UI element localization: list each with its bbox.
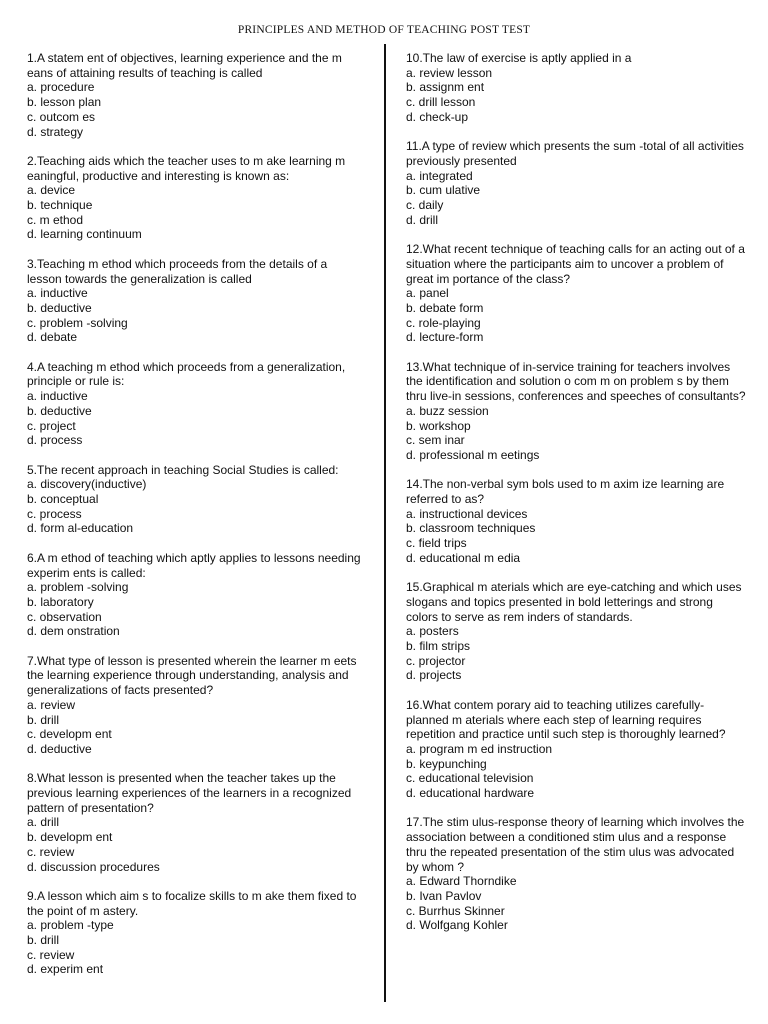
question-9	[27, 889, 362, 977]
right-column	[406, 51, 746, 948]
option-d: d. lecture-form	[406, 330, 484, 345]
question-text: 3.Teaching m ethod which proceeds from the details of a lesson towards the generalization is called	[27, 256, 328, 286]
option-d: d. professional m eetings	[406, 447, 540, 462]
question-text: 17.The stim ulus-response theory of learning which involves the association between a conditioned stim ulus and a response thru the repeated presentation of the stim ulus was advocated by whom ?	[406, 815, 745, 874]
question-text: 1.A statem ent of objectives, learning experience and the m eans of attaining results of teaching is called	[27, 51, 342, 80]
question-text: 4.A teaching m ethod which proceeds from a generalization, principle or rule is:	[27, 359, 346, 389]
option-a: a. review lesson	[406, 65, 493, 80]
question-text: 12.What recent technique of teaching calls for an acting out of a situation where the participants aim to uncover a problem of great im portance of the class?	[406, 242, 745, 286]
question-text: 13.What technique of in-service training for teachers involves the identification and solution o com m on problem s by them thru live-in sessions, conferences and speeches of consultants?	[406, 359, 746, 404]
option-a: a. problem -solving	[27, 580, 129, 595]
question-17	[406, 815, 746, 933]
option-b: b. deductive	[27, 300, 92, 315]
option-b: b. conceptual	[27, 492, 99, 507]
option-d: d. strategy	[27, 124, 84, 139]
question-text: 5.The recent approach in teaching Social Studies is called:	[27, 462, 339, 477]
option-a: a. program m ed instruction	[406, 741, 553, 756]
option-d: d. experim ent	[27, 962, 104, 977]
option-d: d. dem onstration	[27, 624, 120, 639]
option-b: b. Ivan Pavlov	[406, 888, 482, 903]
option-a: a. device	[27, 183, 76, 198]
option-b: b. laboratory	[27, 594, 94, 609]
option-a: a. problem -type	[27, 918, 114, 933]
option-c: c. process	[27, 506, 82, 521]
left-column	[27, 51, 362, 992]
option-c: c. sem inar	[406, 433, 465, 448]
option-d: d. form al-education	[27, 521, 134, 536]
option-b: b. keypunching	[406, 756, 487, 771]
question-12	[406, 242, 746, 345]
question-text: 2.Teaching aids which the teacher uses to m ake learning m eaningful, productive and interesting is known as:	[27, 153, 346, 183]
option-c: c. m ethod	[27, 212, 84, 227]
option-b: b. technique	[27, 198, 93, 213]
option-a: a. buzz session	[406, 403, 489, 418]
question-3	[27, 257, 362, 345]
option-a: a. instructional devices	[406, 506, 528, 521]
option-b: b. developm ent	[27, 830, 113, 845]
option-d: d. drill	[406, 212, 439, 227]
option-b: b. classroom techniques	[406, 521, 536, 536]
option-c: c. developm ent	[27, 727, 112, 742]
option-a: a. Edward Thorndike	[406, 874, 517, 889]
question-8	[27, 771, 362, 874]
option-c: c. project	[27, 418, 76, 433]
option-d: d. Wolfgang Kohler	[406, 918, 508, 933]
option-b: b. drill	[27, 712, 60, 727]
option-a: a. procedure	[27, 80, 95, 95]
option-d: d. educational m edia	[406, 550, 521, 565]
question-5	[27, 463, 362, 537]
option-d: d. debate	[27, 330, 78, 345]
option-d: d. educational hardware	[406, 786, 535, 801]
question-2	[27, 154, 362, 242]
question-14	[406, 477, 746, 565]
option-a: a. review	[27, 697, 76, 712]
option-b: b. lesson plan	[27, 95, 102, 110]
option-b: b. cum ulative	[406, 183, 481, 198]
question-text: 9.A lesson which aim s to focalize skills to m ake them fixed to the point of m astery.	[27, 888, 357, 918]
option-c: c. review	[27, 947, 75, 962]
option-c: c. outcom es	[27, 109, 96, 124]
option-b: b. deductive	[27, 403, 92, 418]
question-4	[27, 360, 362, 448]
question-text: 14.The non-verbal sym bols used to m axim ize learning are referred to as?	[406, 477, 725, 507]
question-text: 11.A type of review which presents the sum -total of all activities previously presented	[406, 139, 744, 168]
question-15	[406, 580, 746, 683]
option-c: c. problem -solving	[27, 315, 128, 330]
question-10	[406, 51, 746, 125]
option-b: b. assignm ent	[406, 80, 485, 95]
question-6	[27, 551, 362, 639]
question-text: 7.What type of lesson is presented wherein the learner m eets the learning experience through understanding, analysis and generalizations of facts presented?	[27, 653, 357, 698]
question-11	[406, 139, 746, 227]
question-1	[27, 51, 362, 139]
option-b: b. debate form	[406, 300, 484, 315]
option-d: d. deductive	[27, 741, 92, 756]
option-c: c. observation	[27, 609, 102, 624]
option-a: a. integrated	[406, 168, 473, 183]
column-divider	[384, 44, 386, 1002]
option-d: d. projects	[406, 668, 462, 683]
option-b: b. film strips	[406, 639, 471, 654]
option-a: a. inductive	[27, 286, 88, 301]
option-d: d. check-up	[406, 109, 469, 124]
question-13	[406, 360, 746, 463]
option-c: c. educational television	[406, 771, 534, 786]
option-d: d. process	[27, 433, 83, 448]
option-c: c. Burrhus Skinner	[406, 903, 505, 918]
question-7	[27, 654, 362, 757]
option-a: a. inductive	[27, 389, 88, 404]
option-b: b. drill	[27, 933, 60, 948]
option-c: c. review	[27, 844, 75, 859]
option-a: a. panel	[406, 286, 449, 301]
option-c: c. role-playing	[406, 315, 481, 330]
option-a: a. drill	[27, 815, 60, 830]
question-text: 16.What contem porary aid to teaching utilizes carefully-planned m aterials where each step of learning requires repetition and practice until such step is thoroughly learned?	[406, 697, 726, 742]
option-a: a. discovery(inductive)	[27, 477, 147, 492]
question-text: 10.The law of exercise is aptly applied in a	[406, 51, 632, 65]
option-c: c. daily	[406, 198, 444, 213]
option-c: c. field trips	[406, 536, 467, 551]
option-d: d. discussion procedures	[27, 859, 160, 874]
option-c: c. projector	[406, 653, 466, 668]
page-title: PRINCIPLES AND METHOD OF TEACHING POST TEST	[237, 24, 531, 36]
option-b: b. workshop	[406, 418, 471, 433]
question-text: 15.Graphical m aterials which are eye-catching and which uses slogans and topics presented in bold letterings and strong colors to serve as rem inders of standards.	[406, 580, 742, 624]
question-16	[406, 698, 746, 801]
question-text: 8.What lesson is presented when the teacher takes up the previous learning experiences of the learners in a recognized pattern of presentation?	[27, 771, 352, 815]
option-d: d. learning continuum	[27, 227, 142, 242]
option-a: a. posters	[406, 624, 459, 639]
question-text: 6.A m ethod of teaching which aptly applies to lessons needing experim ents is called:	[27, 550, 361, 580]
option-c: c. drill lesson	[406, 95, 476, 110]
